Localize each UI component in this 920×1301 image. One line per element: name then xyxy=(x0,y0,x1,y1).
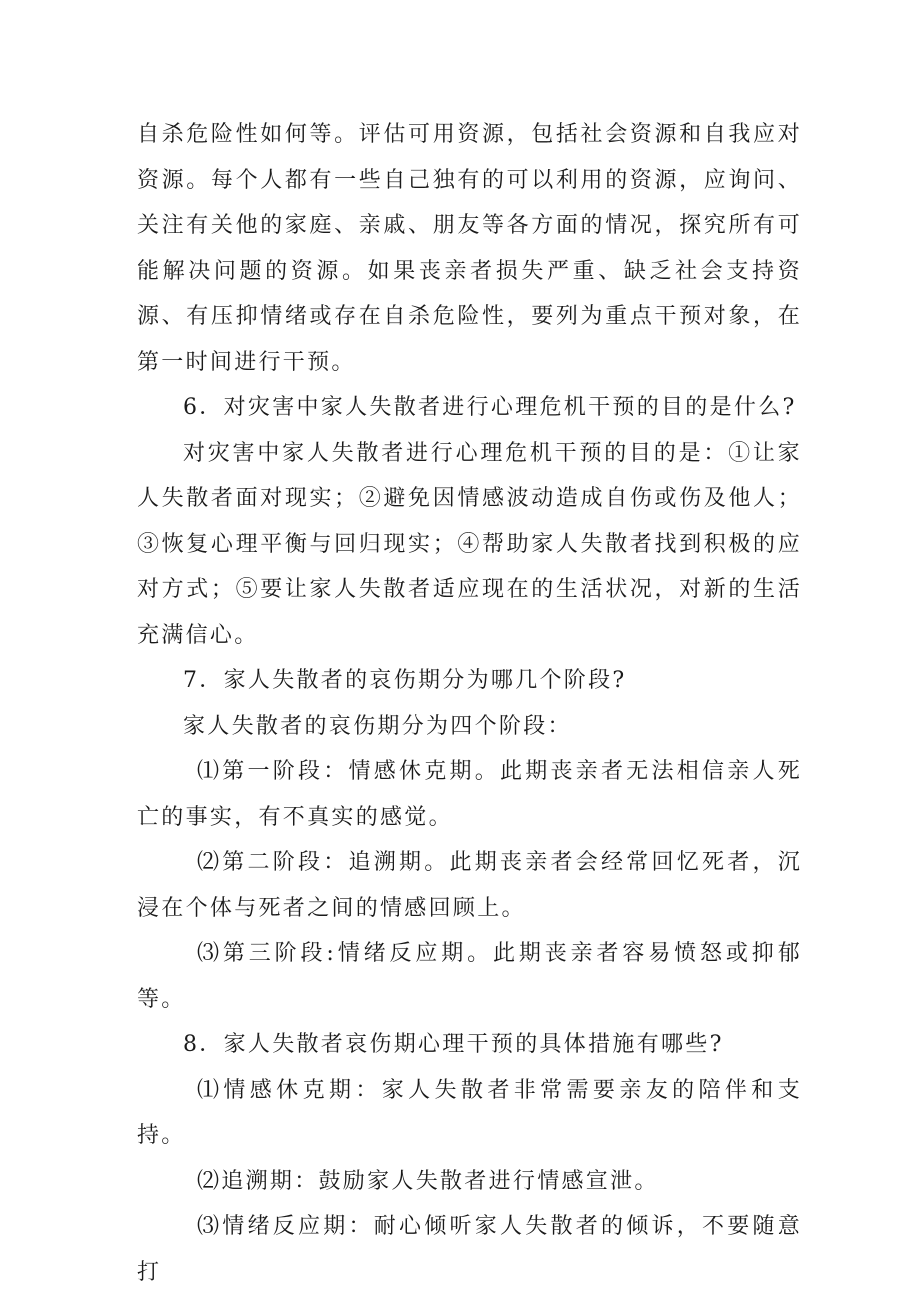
list-item-stage-1: ⑴第一阶段：情感休克期。此期丧亲者无法相信亲人死亡的事实，有不真实的感觉。 xyxy=(137,759,802,830)
list-item-measure-2: ⑵追溯期：鼓励家人失散者进行情感宣泄。 xyxy=(197,1168,659,1194)
list-item-stage-3: ⑶第三阶段:情绪反应期。此期丧亲者容易愤怒或抑郁等。 xyxy=(137,941,802,1012)
list-item-measure-1: ⑴情感休克期：家人失散者非常需要亲友的陪伴和支持。 xyxy=(137,1077,802,1148)
answer-paragraph-6: 对灾害中家人失散者进行心理危机干预的目的是：①让家人失散者面对现实；②避免因情感波动造成自伤或伤及他人；③恢复心理平衡与回归现实；④帮助家人失散者找到积极的应对方式；⑤要让家人失散者适应现在的生活状况，对新的生活充满信心。 xyxy=(137,440,802,648)
question-heading-7: 7．家人失散者的哀伤期分为哪几个阶段? xyxy=(183,668,627,693)
document-body xyxy=(137,112,802,1295)
list-item-stage-2: ⑵第二阶段：追溯期。此期丧亲者会经常回忆死者，沉浸在个体与死者之间的情感回顾上。 xyxy=(137,850,802,921)
question-heading-8: 8．家人失散者哀伤期心理干预的具体措施有哪些? xyxy=(183,1032,724,1057)
question-heading-6: 6．对灾害中家人失散者进行心理危机干预的目的是什么? xyxy=(183,395,797,420)
answer-paragraph-7: 家人失散者的哀伤期分为四个阶段： xyxy=(183,713,572,739)
paragraph-continuation: 自杀危险性如何等。评估可用资源，包括社会资源和自我应对资源。每个人都有一些自己独有的可以利用的资源，应询问、关注有关他的家庭、亲戚、朋友等各方面的情况，探究所有可能解决问题的资源。如果丧亲者损失严重、缺乏社会支持资源、有压抑情绪或存在自杀危险性，要列为重点干预对象，在第一时间进行干预。 xyxy=(137,122,802,375)
list-item-measure-3: ⑶情绪反应期：耐心倾听家人失散者的倾诉，不要随意打 xyxy=(137,1214,802,1285)
